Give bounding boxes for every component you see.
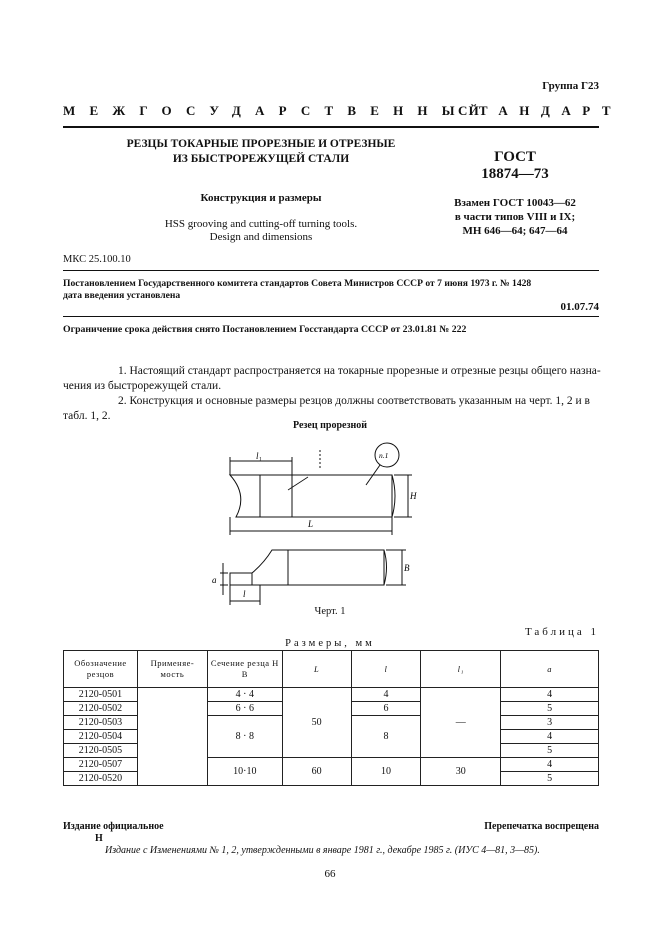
drawing-title: Резец прорезной <box>293 420 367 431</box>
B-label: B <box>404 563 410 573</box>
l-label: l <box>243 589 246 599</box>
dimensions-table <box>63 650 599 786</box>
tool-top-view <box>230 550 384 585</box>
cell-a: 3 <box>501 716 599 730</box>
L-label: L <box>308 519 314 529</box>
decree-text <box>63 278 603 302</box>
para-1-line-2: чения из быстрорежущей стали. <box>63 380 222 392</box>
replaces-block <box>435 196 595 238</box>
header-designation: Обозначение резцов <box>64 651 138 688</box>
n1-label: n.1 <box>379 451 389 460</box>
para-1-line-1: 1. Настоящий стандарт распространяется на токарные прорезные и отрезные резцы общего назна- <box>118 365 601 377</box>
title-line-1: РЕЗЦЫ ТОКАРНЫЕ ПРОРЕЗНЫЕ И ОТРЕЗНЫЕ <box>126 138 396 150</box>
document-title <box>100 137 422 167</box>
cell-designation: 2120-0507 <box>64 758 138 772</box>
title-line-2: ИЗ БЫСТРОРЕЖУЩЕЙ СТАЛИ <box>172 153 350 165</box>
cell-designation: 2120-0505 <box>64 744 138 758</box>
replaces-line-2: в части типов VIII и IX; <box>454 211 576 223</box>
header-l1: l₁ <box>421 651 501 688</box>
cell-applicability <box>137 688 207 786</box>
english-title-line-2: Design and dimensions <box>209 231 313 243</box>
cell-l1: 30 <box>421 758 501 786</box>
decree-rule <box>63 316 599 317</box>
english-title-line-1: HSS grooving and cutting-off turning tools. <box>164 218 358 230</box>
header-l: l <box>351 651 421 688</box>
cell-a: 5 <box>501 744 599 758</box>
footer-mark: Н <box>95 833 103 844</box>
cell-designation: 2120-0502 <box>64 702 138 716</box>
limitation-note: Ограничение срока действия снято Постановлением Госстандарта СССР от 23.01.81 № 222 <box>63 324 467 335</box>
english-title <box>100 218 422 244</box>
cell-designation: 2120-0520 <box>64 772 138 786</box>
table-units: Размеры, мм <box>285 638 375 649</box>
group-label: Группа Г23 <box>542 80 599 92</box>
cell-designation: 2120-0501 <box>64 688 138 702</box>
body-text <box>63 364 603 424</box>
header-applicability: Применяе- мость <box>137 651 207 688</box>
gost-number: 18874—73 <box>481 166 549 182</box>
cell-l1: — <box>421 688 501 758</box>
cell-l: 4 <box>351 688 421 702</box>
header-a: a <box>501 651 599 688</box>
cell-section: 10·10 <box>207 758 282 786</box>
para-2-line-1: 2. Конструкция и основные размеры резцов должны соответствовать указанным на черт. 1, 2 и в <box>118 395 590 407</box>
cell-a: 5 <box>501 702 599 716</box>
replaces-line-1: Взамен ГОСТ 10043—62 <box>454 197 576 209</box>
cell-section: 6 · 6 <box>207 702 282 716</box>
gost-label: ГОСТ <box>494 149 536 165</box>
table-header-row <box>64 651 599 688</box>
mks-rule <box>63 270 599 271</box>
subtitle: Конструкция и размеры <box>200 192 322 204</box>
tool-drawing <box>190 435 430 610</box>
a-label: a <box>212 575 217 585</box>
header-rule <box>63 126 599 128</box>
intro-date: 01.07.74 <box>560 301 599 313</box>
cell-a: 4 <box>501 730 599 744</box>
table-row <box>64 688 599 702</box>
edition-note: Издание с Изменениями № 1, 2, утвержденными в январе 1981 г., декабре 1985 г. (ИУС 4—81, 3—85). <box>105 845 540 856</box>
decree-line-2: дата введения установлена <box>63 290 181 301</box>
footer-reprint: Перепечатка воспрещена <box>484 821 599 832</box>
interstate-label: МЕЖГОСУДАРСТВЕННЫЙ <box>63 103 493 118</box>
drawing-caption: Черт. 1 <box>314 606 346 617</box>
cell-L: 50 <box>282 688 351 758</box>
cell-section: 4 · 4 <box>207 688 282 702</box>
cell-l: 10 <box>351 758 421 786</box>
decree-line-1: Постановлением Государственного комитета стандартов Совета Министров СССР от 7 июня 1973 г. № 1428 <box>63 278 532 289</box>
footer-official: Издание официальное <box>63 821 164 832</box>
cell-L: 60 <box>282 758 351 786</box>
cell-designation: 2120-0503 <box>64 716 138 730</box>
page-number: 66 <box>324 868 336 880</box>
cell-l: 6 <box>351 702 421 716</box>
cell-a: 5 <box>501 772 599 786</box>
cell-section: 8 · 8 <box>207 716 282 758</box>
gost-id <box>435 149 595 183</box>
para-2-line-2: табл. 1, 2. <box>63 410 111 422</box>
cell-a: 4 <box>501 688 599 702</box>
cell-l: 8 <box>351 716 421 758</box>
header-L: L <box>282 651 351 688</box>
H-label: H <box>410 491 417 501</box>
tool-side-view <box>230 475 392 517</box>
cell-a: 4 <box>501 758 599 772</box>
mks-code: МКС 25.100.10 <box>63 254 131 265</box>
l1-label: l₁ <box>256 451 262 461</box>
standard-label: СТАНДАРТ <box>458 103 623 118</box>
header-section: Сечение резца H B <box>207 651 282 688</box>
replaces-line-3: МН 646—64; 647—64 <box>462 225 568 237</box>
table-caption: Таблица 1 <box>524 626 599 638</box>
cell-designation: 2120-0504 <box>64 730 138 744</box>
